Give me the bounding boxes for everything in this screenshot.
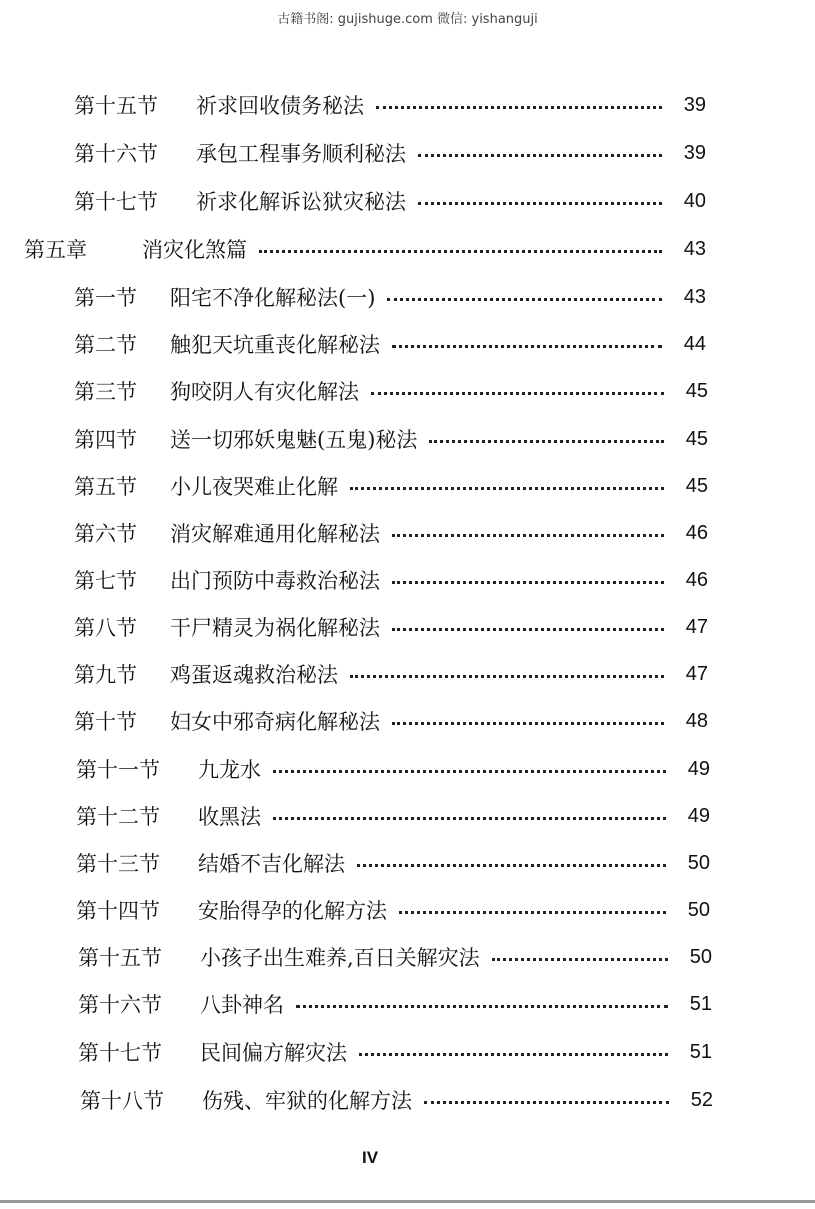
toc-entry[interactable] bbox=[76, 799, 710, 833]
toc-entry-title: 干尸精灵为祸化解秘法 bbox=[170, 616, 380, 640]
page-number: IV bbox=[361, 1148, 379, 1167]
toc-entry[interactable] bbox=[74, 422, 708, 456]
toc-entry-label: 第三节 bbox=[74, 380, 137, 404]
dot-leader bbox=[424, 1101, 669, 1104]
toc-entry[interactable] bbox=[80, 1083, 713, 1117]
toc-entry-title: 鸡蛋返魂救治秘法 bbox=[170, 663, 338, 687]
toc-entry-label: 第十六节 bbox=[74, 142, 158, 166]
toc-entry[interactable] bbox=[78, 940, 712, 974]
dot-leader bbox=[350, 487, 664, 490]
toc-entry[interactable] bbox=[78, 987, 712, 1021]
toc-entry-title: 小儿夜哭难止化解 bbox=[170, 475, 338, 499]
toc-entry-page: 45 bbox=[685, 474, 708, 497]
toc-entry-page: 43 bbox=[683, 285, 706, 308]
toc-entry[interactable] bbox=[76, 846, 710, 880]
toc-entry-title: 阳宅不净化解秘法(一) bbox=[170, 286, 376, 310]
toc-entry-page: 47 bbox=[685, 662, 708, 685]
toc-entry[interactable] bbox=[74, 469, 708, 503]
toc-entry-page: 49 bbox=[687, 757, 710, 780]
toc-entry[interactable] bbox=[74, 704, 708, 738]
toc-entry-page: 39 bbox=[683, 141, 706, 164]
dot-leader bbox=[371, 392, 664, 395]
toc-entry-title: 祈求回收债务秘法 bbox=[196, 94, 364, 118]
toc-entry[interactable] bbox=[74, 516, 708, 550]
toc-entry-page: 45 bbox=[685, 427, 708, 450]
toc-entry-label: 第十四节 bbox=[76, 899, 160, 923]
toc-entry[interactable] bbox=[74, 657, 708, 691]
toc-entry-page: 51 bbox=[689, 1040, 712, 1063]
toc-entry-label: 第十六节 bbox=[78, 993, 162, 1017]
toc-entry-label: 第十三节 bbox=[76, 852, 160, 876]
toc-entry[interactable] bbox=[74, 136, 706, 170]
toc-entry-title: 民间偏方解灾法 bbox=[200, 1041, 347, 1065]
dot-leader bbox=[392, 534, 664, 537]
toc-entry-title: 结婚不吉化解法 bbox=[198, 852, 345, 876]
toc-entry-title: 小孩子出生难养,百日关解灾法 bbox=[200, 946, 480, 970]
toc-entry-title: 触犯天坑重丧化解秘法 bbox=[170, 333, 380, 357]
toc-entry-page: 47 bbox=[685, 615, 708, 638]
toc-entry-title: 消灾解难通用化解秘法 bbox=[170, 522, 380, 546]
bottom-rule bbox=[0, 1200, 815, 1203]
dot-leader bbox=[392, 581, 664, 584]
toc-entry-page: 52 bbox=[690, 1088, 713, 1111]
dot-leader bbox=[418, 154, 662, 157]
toc-entry-label: 第五章 bbox=[24, 238, 87, 262]
toc-entry-label: 第十五节 bbox=[78, 946, 162, 970]
toc-entry[interactable] bbox=[78, 1035, 712, 1069]
toc-entry-label: 第十八节 bbox=[80, 1089, 164, 1113]
toc-entry[interactable] bbox=[76, 893, 710, 927]
toc-entry-title: 承包工程事务顺利秘法 bbox=[196, 142, 406, 166]
toc-entry-title: 安胎得孕的化解方法 bbox=[198, 899, 387, 923]
toc-entry-title: 祈求化解诉讼狱灾秘法 bbox=[196, 190, 406, 214]
toc-entry-label: 第十七节 bbox=[78, 1041, 162, 1065]
dot-leader bbox=[359, 1053, 668, 1056]
toc-entry-page: 39 bbox=[683, 93, 706, 116]
toc-entry-label: 第七节 bbox=[74, 569, 137, 593]
toc-entry-label: 第一节 bbox=[74, 286, 137, 310]
toc-entry-page: 50 bbox=[687, 898, 710, 921]
toc-entry-label: 第十二节 bbox=[76, 805, 160, 829]
toc-entry[interactable] bbox=[74, 563, 708, 597]
dot-leader bbox=[387, 298, 662, 301]
dot-leader bbox=[296, 1005, 668, 1008]
toc-entry-page: 48 bbox=[685, 709, 708, 732]
toc-entry-page: 51 bbox=[689, 992, 712, 1015]
toc-entry-title: 妇女中邪奇病化解秘法 bbox=[170, 710, 380, 734]
toc-entry[interactable] bbox=[74, 327, 706, 361]
dot-leader bbox=[399, 911, 666, 914]
dot-leader bbox=[492, 958, 668, 961]
toc-entry[interactable] bbox=[74, 280, 706, 314]
toc-entry-page: 50 bbox=[687, 851, 710, 874]
dot-leader bbox=[392, 722, 664, 725]
toc-entry-page: 46 bbox=[685, 521, 708, 544]
toc-entry-page: 49 bbox=[687, 804, 710, 827]
toc-entry-label: 第四节 bbox=[74, 428, 137, 452]
toc-entry-label: 第八节 bbox=[74, 616, 137, 640]
dot-leader bbox=[259, 250, 662, 253]
toc-chapter-entry[interactable] bbox=[24, 232, 706, 266]
toc-entry-page: 50 bbox=[689, 945, 712, 968]
toc-entry-label: 第十节 bbox=[74, 710, 137, 734]
dot-leader bbox=[429, 440, 664, 443]
toc-entry-label: 第十七节 bbox=[74, 190, 158, 214]
watermark: 古籍书阁: gujishuge.com 微信: yishanguji bbox=[277, 12, 538, 27]
dot-leader bbox=[357, 864, 666, 867]
toc-entry-title: 出门预防中毒救治秘法 bbox=[170, 569, 380, 593]
toc-entry[interactable] bbox=[74, 88, 706, 122]
toc-entry[interactable] bbox=[74, 374, 708, 408]
toc-entry-label: 第六节 bbox=[74, 522, 137, 546]
toc-entry-page: 45 bbox=[685, 379, 708, 402]
toc-entry-title: 九龙水 bbox=[198, 758, 261, 782]
dot-leader bbox=[392, 628, 664, 631]
toc-entry-label: 第二节 bbox=[74, 333, 137, 357]
dot-leader bbox=[392, 345, 662, 348]
toc-entry-label: 第五节 bbox=[74, 475, 137, 499]
toc-entry[interactable] bbox=[76, 752, 710, 786]
toc-entry-title: 狗咬阴人有灾化解法 bbox=[170, 380, 359, 404]
toc-entry-page: 40 bbox=[683, 189, 706, 212]
toc-entry-title: 收黑法 bbox=[198, 805, 261, 829]
toc-entry-title: 消灾化煞篇 bbox=[142, 238, 247, 262]
toc-entry[interactable] bbox=[74, 610, 708, 644]
dot-leader bbox=[273, 817, 666, 820]
dot-leader bbox=[376, 106, 662, 109]
toc-entry-label: 第九节 bbox=[74, 663, 137, 687]
toc-entry-title: 送一切邪妖鬼魅(五鬼)秘法 bbox=[170, 428, 418, 452]
toc-entry-label: 第十五节 bbox=[74, 94, 158, 118]
toc-entry[interactable] bbox=[74, 184, 706, 218]
toc-entry-page: 46 bbox=[685, 568, 708, 591]
dot-leader bbox=[273, 770, 666, 773]
toc-entry-page: 43 bbox=[683, 237, 706, 260]
dot-leader bbox=[418, 202, 662, 205]
toc-entry-label: 第十一节 bbox=[76, 758, 160, 782]
toc-entry-page: 44 bbox=[683, 332, 706, 355]
dot-leader bbox=[350, 675, 664, 678]
toc-entry-title: 八卦神名 bbox=[200, 993, 284, 1017]
toc-entry-title: 伤残、牢狱的化解方法 bbox=[202, 1089, 412, 1113]
